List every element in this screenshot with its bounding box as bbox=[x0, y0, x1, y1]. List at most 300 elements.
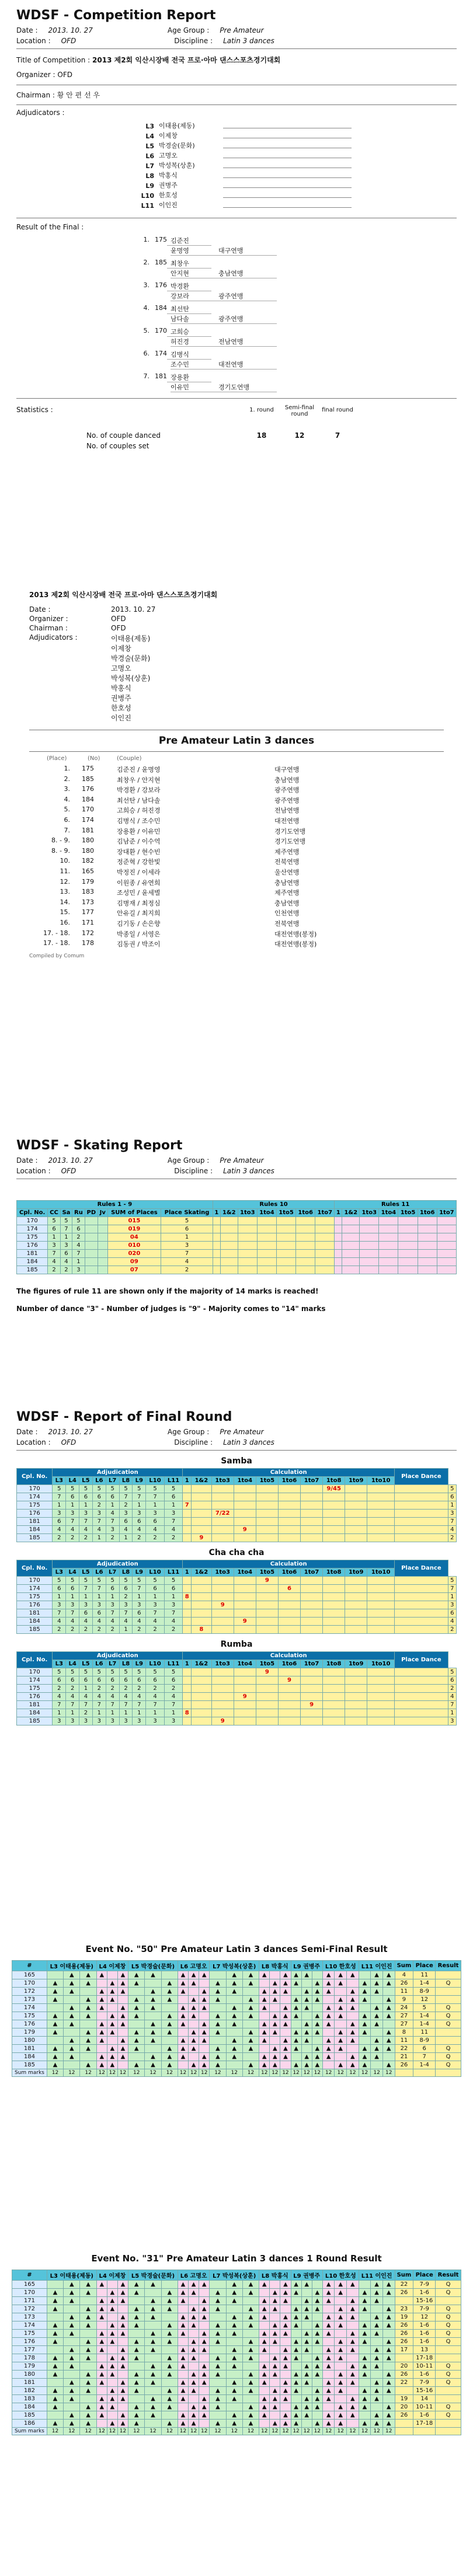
dance-cell: 2 bbox=[92, 1501, 106, 1510]
rl-adjudicator: 한호성 bbox=[111, 704, 131, 712]
grid-footer-cell: 12 bbox=[280, 2069, 291, 2077]
grid-mark: ▲ bbox=[226, 2321, 242, 2330]
adjudicator-name: 박성복(상훈) bbox=[159, 162, 195, 169]
grid-place: 11 bbox=[413, 2028, 436, 2037]
grid-mark: ▲ bbox=[371, 2395, 383, 2403]
sk-r10-cell bbox=[315, 1258, 335, 1266]
sk-r10-cell bbox=[220, 1258, 238, 1266]
dance-cell bbox=[301, 1593, 323, 1601]
dance-cell: 5 bbox=[164, 1485, 183, 1493]
grid-mark: ▲ bbox=[335, 2346, 347, 2354]
grid-mark bbox=[359, 2411, 371, 2420]
dance-cell: 3 bbox=[53, 1510, 66, 1518]
sk-cell: 6 bbox=[72, 1225, 85, 1233]
grid-mark: ▲ bbox=[335, 2387, 347, 2395]
dance-cell bbox=[367, 1518, 395, 1526]
location-label: Location : bbox=[16, 37, 51, 45]
dance-cell bbox=[192, 1717, 211, 1726]
result-row bbox=[29, 836, 444, 847]
sk-cell: 019 bbox=[107, 1225, 161, 1233]
dance-cell bbox=[192, 1609, 211, 1618]
grid-mark: ▲ bbox=[189, 1996, 199, 2004]
dance-cell: 4 bbox=[146, 1618, 165, 1626]
final-entry-line1 bbox=[139, 304, 457, 314]
dance-cell bbox=[395, 1693, 448, 1701]
grid-mark: ▲ bbox=[347, 2281, 359, 2289]
grid-sum: 26 bbox=[395, 1979, 413, 1988]
grid-mark: ▲ bbox=[371, 2362, 383, 2371]
dance-cell bbox=[395, 1518, 448, 1526]
grid-mark: ▲ bbox=[210, 2403, 226, 2411]
dance-cell: 6 bbox=[133, 1609, 146, 1618]
grid-mark: ▲ bbox=[322, 2330, 335, 2338]
grid-mark: ▲ bbox=[226, 1979, 242, 1988]
sk-r11-cell bbox=[418, 1233, 437, 1242]
rl-place: 14. bbox=[60, 898, 70, 906]
grid-mark: ▲ bbox=[145, 2037, 161, 2045]
adjudicator-list bbox=[139, 120, 457, 210]
sk-cell bbox=[98, 1250, 108, 1258]
grid-mark: ▲ bbox=[347, 2395, 359, 2403]
grid-mark: ▲ bbox=[199, 2330, 210, 2338]
grid-mark: ▲ bbox=[242, 1971, 259, 1979]
fr-h-adj: Adjudication bbox=[53, 1652, 183, 1660]
grid-mark: ▲ bbox=[280, 2053, 291, 2061]
grid-mark bbox=[128, 1988, 145, 1996]
grid-sum: 26 bbox=[395, 2061, 413, 2069]
grid-sum: 20 bbox=[395, 2362, 413, 2371]
rl-place: 3. bbox=[64, 785, 70, 793]
grid-mark: ▲ bbox=[270, 2338, 280, 2346]
grid-mark: ▲ bbox=[96, 2371, 107, 2379]
rl-no: 172 bbox=[82, 929, 94, 937]
dance-cell bbox=[211, 1709, 234, 1717]
grid-mark: ▲ bbox=[189, 2012, 199, 2020]
grid-mark: ▲ bbox=[280, 2321, 291, 2330]
grid-footer-cell: 12 bbox=[270, 2069, 280, 2077]
grid-mark: ▲ bbox=[96, 1996, 107, 2004]
dance-cell bbox=[256, 1685, 278, 1693]
rl-no: 184 bbox=[82, 795, 94, 803]
dance-cell bbox=[301, 1693, 323, 1701]
grid-mark bbox=[347, 1979, 359, 1988]
rl-no: 178 bbox=[82, 939, 94, 947]
grid-cpl: 178 bbox=[12, 2354, 47, 2362]
rl-region: 충남연맹 bbox=[274, 879, 300, 887]
grid-mark: ▲ bbox=[80, 2346, 96, 2354]
dance-cell bbox=[234, 1534, 256, 1542]
dance-cell bbox=[192, 1601, 211, 1609]
dance-cell bbox=[183, 1526, 192, 1534]
dance-cell: 2 bbox=[119, 1501, 133, 1510]
sk-cell: 3 bbox=[48, 1242, 60, 1250]
dance-cell bbox=[183, 1577, 192, 1585]
grid-mark bbox=[291, 2297, 301, 2305]
final-leader: 김준진 bbox=[167, 236, 211, 246]
dance-cell: 7 bbox=[119, 1701, 133, 1709]
grid-mark: ▲ bbox=[128, 2411, 145, 2420]
grid-mark: ▲ bbox=[382, 2403, 395, 2411]
fr-h-place: Place Dance bbox=[395, 1560, 448, 1577]
sk-r11-cell bbox=[360, 1242, 379, 1250]
grid-mark: ▲ bbox=[301, 2020, 312, 2028]
grid-mark: ▲ bbox=[371, 2297, 383, 2305]
dance-cell: 7 bbox=[66, 1609, 79, 1618]
sk-cell: 5 bbox=[60, 1217, 72, 1225]
grid-mark: ▲ bbox=[242, 2411, 259, 2420]
dance-cell: 1 bbox=[448, 1593, 456, 1601]
final-partner: 강보라 bbox=[171, 291, 211, 301]
grid-judge: L8 박홍식 bbox=[259, 2270, 291, 2281]
grid-mark bbox=[64, 2028, 80, 2037]
grid-mark bbox=[226, 2371, 242, 2379]
final-entry-line2 bbox=[139, 269, 457, 278]
rl-no: 183 bbox=[82, 888, 94, 896]
grid-place: 1-6 bbox=[413, 2321, 436, 2330]
dance-cell: 4 bbox=[66, 1618, 79, 1626]
grid-footer-cell: 12 bbox=[178, 2428, 188, 2435]
grid-mark: ▲ bbox=[178, 2411, 188, 2420]
grid-mark bbox=[199, 2012, 210, 2020]
dance-cell bbox=[323, 1701, 345, 1709]
dance-cell bbox=[323, 1534, 345, 1542]
dance-cell: 7 bbox=[164, 1701, 183, 1709]
grid-mark: ▲ bbox=[161, 2362, 178, 2371]
grid-mark: ▲ bbox=[178, 2362, 188, 2371]
grid-mark: ▲ bbox=[96, 2053, 107, 2061]
grid-mark: ▲ bbox=[80, 2061, 96, 2069]
grid-mark bbox=[178, 2028, 188, 2037]
grid-result: Q bbox=[436, 2371, 461, 2379]
final-place: 4. bbox=[143, 304, 149, 312]
sk-r11-cell bbox=[335, 1266, 342, 1274]
grid-mark: ▲ bbox=[322, 2012, 335, 2020]
sk-r10-cell bbox=[296, 1258, 315, 1266]
grid-mark bbox=[64, 2371, 80, 2379]
grid-footer-cell: 12 bbox=[189, 2428, 199, 2435]
dance-cell: 1 bbox=[66, 1709, 79, 1717]
signature-line bbox=[223, 197, 352, 198]
dance-cell: 2 bbox=[133, 1685, 146, 1693]
grid-mark bbox=[382, 2020, 395, 2028]
fr-calc-head: 1to6 bbox=[278, 1660, 300, 1668]
dance-cell bbox=[345, 1518, 367, 1526]
dance-cell bbox=[192, 1485, 211, 1493]
grid-mark: ▲ bbox=[117, 2395, 128, 2403]
grid-mark: ▲ bbox=[64, 2053, 80, 2061]
sk-col-head: Cpl. No. bbox=[17, 1209, 48, 1217]
dance-cell: 5 bbox=[79, 1577, 93, 1585]
dance-cell bbox=[256, 1601, 278, 1609]
grid-mark: ▲ bbox=[259, 2053, 270, 2061]
grid-mark: ▲ bbox=[347, 2305, 359, 2313]
sk-r11-cell bbox=[360, 1233, 379, 1242]
final-entry bbox=[139, 236, 457, 256]
grid-mark: ▲ bbox=[107, 2028, 117, 2037]
grid-mark: ▲ bbox=[301, 2403, 312, 2411]
grid-judge: L3 이태용(제동) bbox=[47, 1961, 96, 1971]
grid-row bbox=[12, 2053, 461, 2061]
grid-mark: ▲ bbox=[280, 2004, 291, 2012]
grid-mark: ▲ bbox=[226, 2354, 242, 2362]
grid-mark bbox=[161, 2411, 178, 2420]
dance-cell: 2 bbox=[448, 1534, 456, 1542]
grid-mark: ▲ bbox=[322, 1988, 335, 1996]
sk-r10-cell bbox=[238, 1233, 257, 1242]
dance-cell: 2 bbox=[92, 1685, 106, 1693]
grid-mark: ▲ bbox=[259, 2313, 270, 2321]
dance-cell bbox=[234, 1668, 256, 1676]
dance-cell: 4 bbox=[448, 1618, 456, 1626]
dance-cell bbox=[367, 1701, 395, 1709]
grid-judge: L5 박경술(문화) bbox=[128, 1961, 178, 1971]
grid-mark: ▲ bbox=[371, 2346, 383, 2354]
grid-mark: ▲ bbox=[226, 2045, 242, 2053]
grid-mark: ▲ bbox=[145, 2028, 161, 2037]
dance-cell bbox=[301, 1485, 323, 1493]
dance-cell bbox=[345, 1717, 367, 1726]
grid-mark: ▲ bbox=[145, 2346, 161, 2354]
dance-cell: 7 bbox=[119, 1493, 133, 1501]
grid-result bbox=[436, 2387, 461, 2395]
grid-place: 7 bbox=[413, 2053, 436, 2061]
grid-mark: ▲ bbox=[226, 2281, 242, 2289]
dance-cell bbox=[345, 1618, 367, 1626]
grid-mark: ▲ bbox=[226, 2289, 242, 2297]
adjudicator-name: 박홍식 bbox=[159, 172, 178, 179]
grid-mark: ▲ bbox=[47, 2305, 63, 2313]
rl-place: 7. bbox=[64, 826, 70, 834]
dance-cell bbox=[256, 1585, 278, 1593]
grid-mark bbox=[145, 2289, 161, 2297]
dance-row bbox=[17, 1593, 457, 1601]
grid-footer bbox=[12, 2069, 461, 2077]
grid-mark: ▲ bbox=[242, 2281, 259, 2289]
dance-cell: 5 bbox=[119, 1668, 133, 1676]
grid-mark bbox=[280, 2371, 291, 2379]
grid-mark: ▲ bbox=[145, 2020, 161, 2028]
grid-footer-cell: 12 bbox=[371, 2069, 383, 2077]
grid-cpl: 172 bbox=[12, 1988, 47, 1996]
grid-cpl: 181 bbox=[12, 2045, 47, 2053]
grid-place: 11 bbox=[413, 1971, 436, 1979]
grid-mark: ▲ bbox=[347, 1996, 359, 2004]
rl-chair: OFD bbox=[111, 624, 126, 632]
grid-mark: ▲ bbox=[80, 2045, 96, 2053]
sk-r11-cell bbox=[379, 1242, 398, 1250]
dance-cell: 4 bbox=[106, 1618, 119, 1626]
grid-mark bbox=[96, 2420, 107, 2428]
dance-cell bbox=[211, 1526, 234, 1534]
adjudicator-name: 이제창 bbox=[159, 132, 178, 140]
grid-mark bbox=[301, 2012, 312, 2020]
grid-mark: ▲ bbox=[161, 2020, 178, 2028]
sk-loc: OFD bbox=[61, 1167, 76, 1175]
sk-r10-cell bbox=[315, 1250, 335, 1258]
grid-mark bbox=[210, 2281, 226, 2289]
grid-mark: ▲ bbox=[96, 2037, 107, 2045]
grid-mark: ▲ bbox=[335, 2305, 347, 2313]
final-result-list bbox=[139, 236, 457, 392]
grid-mark bbox=[259, 2420, 270, 2428]
dance-cell bbox=[183, 1518, 192, 1526]
grid-mark: ▲ bbox=[161, 2045, 178, 2053]
rl-adjudicator: 이제창 bbox=[111, 644, 131, 653]
sk-cell bbox=[85, 1217, 98, 1225]
grid-mark: ▲ bbox=[189, 2387, 199, 2395]
dance-cell: 2 bbox=[53, 1626, 66, 1634]
grid-mark: ▲ bbox=[47, 1988, 63, 1996]
grid-mark bbox=[259, 2045, 270, 2053]
dance-cell: 3 bbox=[106, 1601, 119, 1609]
chairman-label: Chairman : bbox=[16, 91, 55, 99]
grid-mark: ▲ bbox=[145, 1996, 161, 2004]
sk-cell: 7 bbox=[60, 1225, 72, 1233]
dance-cell bbox=[345, 1676, 367, 1685]
grid-mark: ▲ bbox=[259, 1988, 270, 1996]
sk-r11-cell bbox=[437, 1250, 456, 1258]
sk-r10-cell bbox=[238, 1266, 257, 1274]
grid-footer-cell: 12 bbox=[47, 2069, 63, 2077]
final-partner: 안지현 bbox=[171, 269, 211, 278]
adjudicator-code: L8 bbox=[145, 172, 154, 180]
dance-cell bbox=[278, 1510, 300, 1518]
dance-cell: 7 bbox=[106, 1518, 119, 1526]
grid-mark: ▲ bbox=[199, 2411, 210, 2420]
dance-cell bbox=[395, 1668, 448, 1676]
statistics-label: Statistics : bbox=[16, 406, 53, 414]
sk-r11-cell bbox=[360, 1266, 379, 1274]
grid-mark: ▲ bbox=[242, 2045, 259, 2053]
adjudicator-row bbox=[139, 180, 457, 190]
grid-mark: ▲ bbox=[382, 2313, 395, 2321]
sk-cell: 181 bbox=[17, 1250, 48, 1258]
grid-mark bbox=[359, 2281, 371, 2289]
fr-age-label: Age Group : bbox=[167, 1428, 210, 1436]
sk-date-label: Date : bbox=[16, 1156, 38, 1165]
dance-cell: 2 bbox=[164, 1685, 183, 1693]
fr-judge: L7 bbox=[106, 1568, 119, 1577]
grid-mark: ▲ bbox=[64, 1988, 80, 1996]
sk-r11-cell bbox=[398, 1266, 418, 1274]
fr-calc-head: 1to10 bbox=[367, 1660, 395, 1668]
grid-mark: ▲ bbox=[189, 2028, 199, 2037]
grid-mark bbox=[161, 1971, 178, 1979]
sk-r10-cell bbox=[220, 1242, 238, 1250]
dance-cell bbox=[301, 1534, 323, 1542]
dance-cell: 7 bbox=[146, 1609, 165, 1618]
final-entry-line1 bbox=[139, 350, 457, 360]
grid-mark bbox=[371, 2403, 383, 2411]
dance-cell: 7 bbox=[92, 1701, 106, 1709]
dance-cell: 3 bbox=[119, 1510, 133, 1518]
grid-mark: ▲ bbox=[107, 2061, 117, 2069]
adjudicator-row bbox=[139, 160, 457, 170]
dance-cell: 2 bbox=[448, 1685, 456, 1693]
grid-mark: ▲ bbox=[259, 2061, 270, 2069]
dance-cell bbox=[278, 1609, 300, 1618]
adjudicator-row bbox=[139, 190, 457, 200]
final-entry-line1 bbox=[139, 372, 457, 382]
grid-mark: ▲ bbox=[199, 2379, 210, 2387]
grid-mark: ▲ bbox=[117, 2330, 128, 2338]
grid-mark: ▲ bbox=[322, 2037, 335, 2045]
semi-final-result bbox=[0, 1944, 473, 2077]
rl-adj-label: Adjudicators : bbox=[29, 633, 78, 642]
final-partner: 이유민 bbox=[171, 382, 211, 392]
adjudicator-code: L5 bbox=[145, 142, 154, 150]
grid-mark: ▲ bbox=[64, 2379, 80, 2387]
dance-cell bbox=[301, 1676, 323, 1685]
grid-result bbox=[436, 1988, 461, 1996]
sk-r11-cell bbox=[398, 1217, 418, 1225]
grid-mark bbox=[270, 2281, 280, 2289]
sk-r10-cell bbox=[257, 1250, 276, 1258]
sk-r11-cell bbox=[379, 1250, 398, 1258]
sk-r11-cell bbox=[335, 1258, 342, 1266]
grid-mark: ▲ bbox=[322, 2281, 335, 2289]
grid-mark bbox=[347, 2387, 359, 2395]
grid-mark: ▲ bbox=[128, 2379, 145, 2387]
grid-mark: ▲ bbox=[242, 2305, 259, 2313]
grid-row bbox=[12, 2371, 461, 2379]
fr-calc-head: 1to9 bbox=[345, 1660, 367, 1668]
sk-cell: 5 bbox=[161, 1217, 213, 1225]
grid-footer-cell: 12 bbox=[64, 2428, 80, 2435]
final-partner: 윤명영 bbox=[171, 246, 211, 256]
grid-mark: ▲ bbox=[382, 2004, 395, 2012]
grid-mark: ▲ bbox=[280, 2045, 291, 2053]
stats-head-1: 1. round bbox=[249, 407, 274, 413]
grid-mark: ▲ bbox=[301, 1971, 312, 1979]
grid-mark: ▲ bbox=[145, 2061, 161, 2069]
dance-cell: 170 bbox=[17, 1577, 53, 1585]
grid-mark bbox=[382, 1988, 395, 1996]
semi-table bbox=[12, 1960, 461, 2077]
grid-mark: ▲ bbox=[199, 2037, 210, 2045]
sk-r11-cell bbox=[379, 1258, 398, 1266]
grid-sum: 26 bbox=[395, 2330, 413, 2338]
grid-footer-blank bbox=[395, 2428, 413, 2435]
grid-mark bbox=[199, 2045, 210, 2053]
grid-judge: L9 권병주 bbox=[291, 2270, 322, 2281]
dance-cell: 4 bbox=[119, 1526, 133, 1534]
grid-mark: ▲ bbox=[128, 2420, 145, 2428]
grid-mark bbox=[128, 2362, 145, 2371]
grid-result bbox=[436, 2297, 461, 2305]
dance-cell: 1 bbox=[133, 1593, 146, 1601]
grid-mark: ▲ bbox=[280, 2420, 291, 2428]
grid-mark: ▲ bbox=[80, 1971, 96, 1979]
grid-mark: ▲ bbox=[335, 2045, 347, 2053]
dance-cell: 5 bbox=[119, 1485, 133, 1493]
grid-mark: ▲ bbox=[382, 2045, 395, 2053]
dance-cell: 7 bbox=[133, 1585, 146, 1593]
sk-cell: 6 bbox=[161, 1225, 213, 1233]
grid-mark: ▲ bbox=[189, 2305, 199, 2313]
dance-cell bbox=[367, 1485, 395, 1493]
dance-cell: 4 bbox=[79, 1618, 93, 1626]
grid-row bbox=[12, 1971, 461, 1979]
grid-mark: ▲ bbox=[291, 2045, 301, 2053]
grid-mark bbox=[359, 2004, 371, 2012]
grid-mark bbox=[242, 2362, 259, 2371]
grid-mark: ▲ bbox=[47, 2321, 63, 2330]
grid-mark: ▲ bbox=[322, 2411, 335, 2420]
sk-r10-cell bbox=[213, 1242, 220, 1250]
dance-cell: 5 bbox=[448, 1485, 456, 1493]
dance-row bbox=[17, 1510, 457, 1518]
